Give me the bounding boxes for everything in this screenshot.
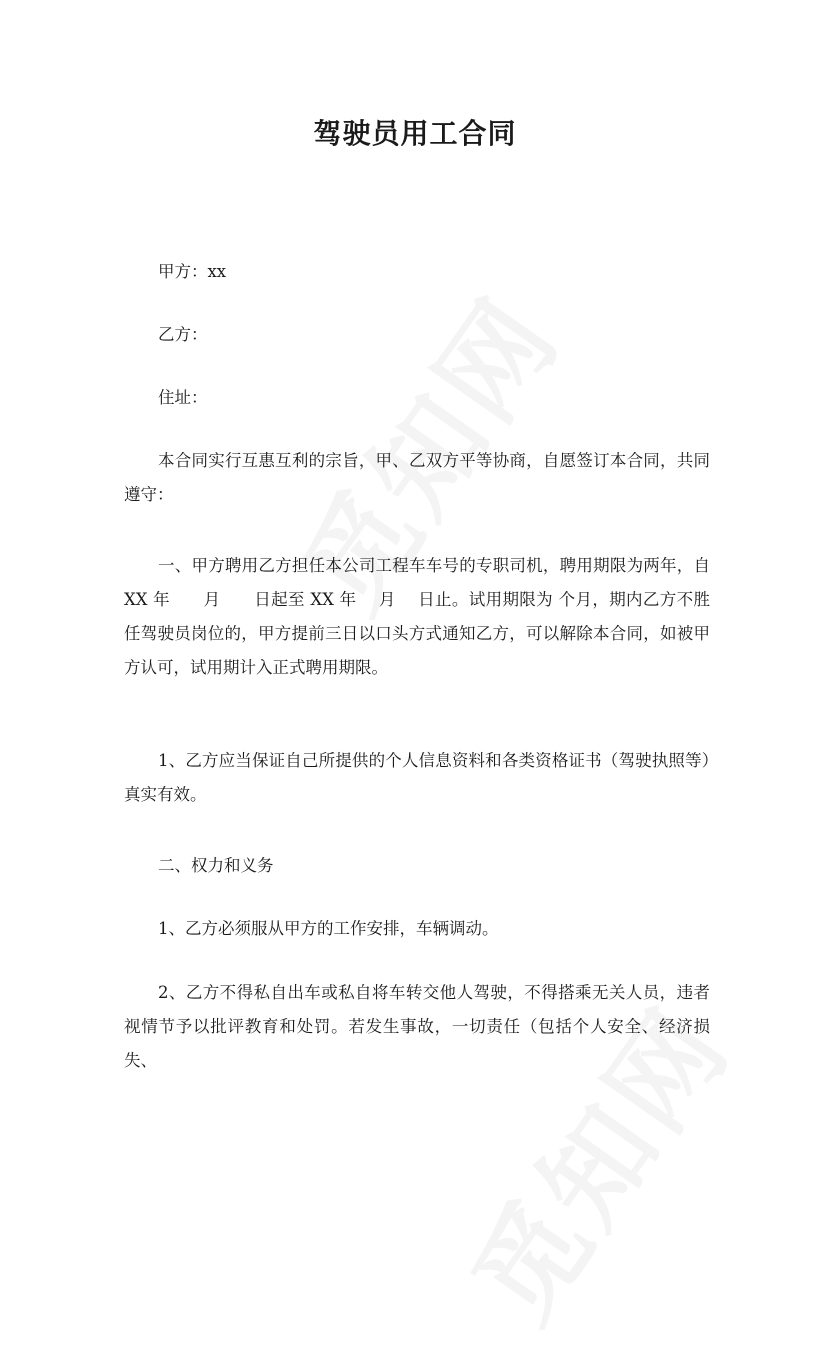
paragraph-text: 二、权力和义务 xyxy=(158,856,274,875)
paragraph-text: 1、乙方必须服从甲方的工作安排，车辆调动。 xyxy=(158,919,499,938)
paragraph-text: 2、乙方不得私自出车或私自将车转交他人驾驶，不得搭乘无关人员，违者视情节予以批评教育和处罚。若发生事故，一切责任（包括个人安全、经济损失、 xyxy=(124,983,710,1070)
paragraph-clause-1-1 xyxy=(124,744,710,812)
paragraph-rights-2 xyxy=(124,976,710,1078)
paragraph-rights-1 xyxy=(124,912,710,946)
section-heading-rights xyxy=(124,849,710,883)
paragraph-text: 1、乙方应当保证自己所提供的个人信息资料和各类资格证书（驾驶执照等）真实有效。 xyxy=(124,751,710,804)
paragraph-text: 甲方：xx xyxy=(158,262,227,281)
paragraph-text: 住址： xyxy=(158,388,208,407)
paragraph-text: 本合同实行互惠互利的宗旨，甲、乙双方平等协商，自愿签订本合同，共同遵守： xyxy=(124,451,710,504)
paragraph-party-b xyxy=(124,318,710,352)
paragraph-party-a xyxy=(124,255,710,289)
paragraph-preamble xyxy=(124,444,710,512)
paragraph-text: 一、甲方聘用乙方担任本公司工程车车号的专职司机，聘用期限为两年，自XX 年 月 日起至 XX 年 月 日止。试用期限为 个月，期内乙方不胜任驾驶员岗位的，甲方提前三日以口头方式通知乙方，可以解除本合同，如被甲方认可，试用期计入正式聘用期限。 xyxy=(124,556,710,677)
paragraph-text: 乙方： xyxy=(158,325,208,344)
paragraph-address xyxy=(124,381,710,415)
paragraph-clause-1 xyxy=(124,549,710,685)
document-title: 驾驶员用工合同 xyxy=(313,117,517,150)
